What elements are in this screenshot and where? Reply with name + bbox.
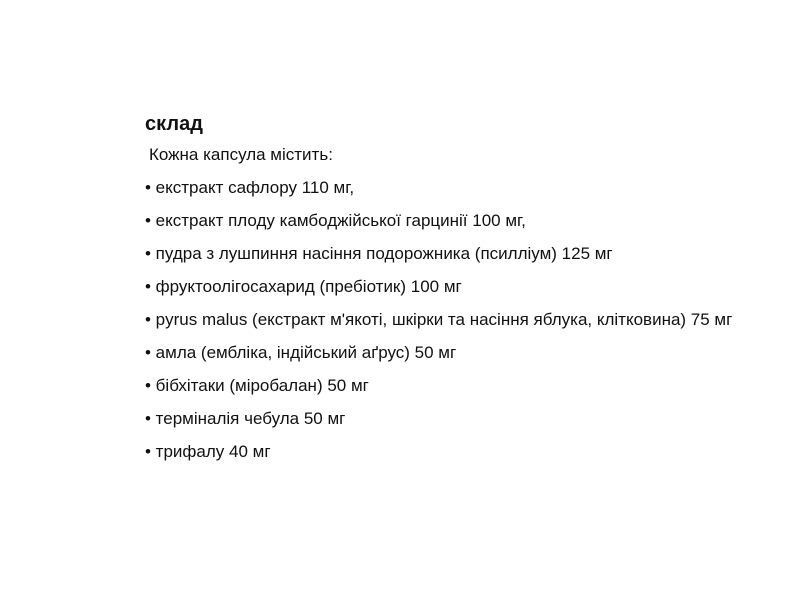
capsule-intro: Кожна капсула містить: [149,145,333,164]
ingredient-item: • бібхітаки (міробалан) 50 мг [145,376,369,395]
ingredient-list [145,177,765,463]
ingredient-item: • амла (ембліка, індійський аґрус) 50 мг [145,343,457,362]
ingredient-item: • пудра з лушпиння насіння подорожника (псилліум) 125 мг [145,244,613,263]
composition-section [145,112,765,474]
ingredient-item: • трифалу 40 мг [145,442,271,461]
ingredient-item: • екстракт сафлору 110 мг, [145,178,355,197]
ingredient-item: • екстракт плоду камбоджійської гарцинії 100 мг, [145,211,526,230]
section-title: склад [145,113,203,135]
ingredient-item: • фруктоолігосахарид (пребіотик) 100 мг [145,277,462,296]
ingredient-item: • терміналія чебула 50 мг [145,409,346,428]
ingredient-item: • pyrus malus (екстракт м'якоті, шкірки та насіння яблука, клітковина) 75 мг [145,310,733,329]
